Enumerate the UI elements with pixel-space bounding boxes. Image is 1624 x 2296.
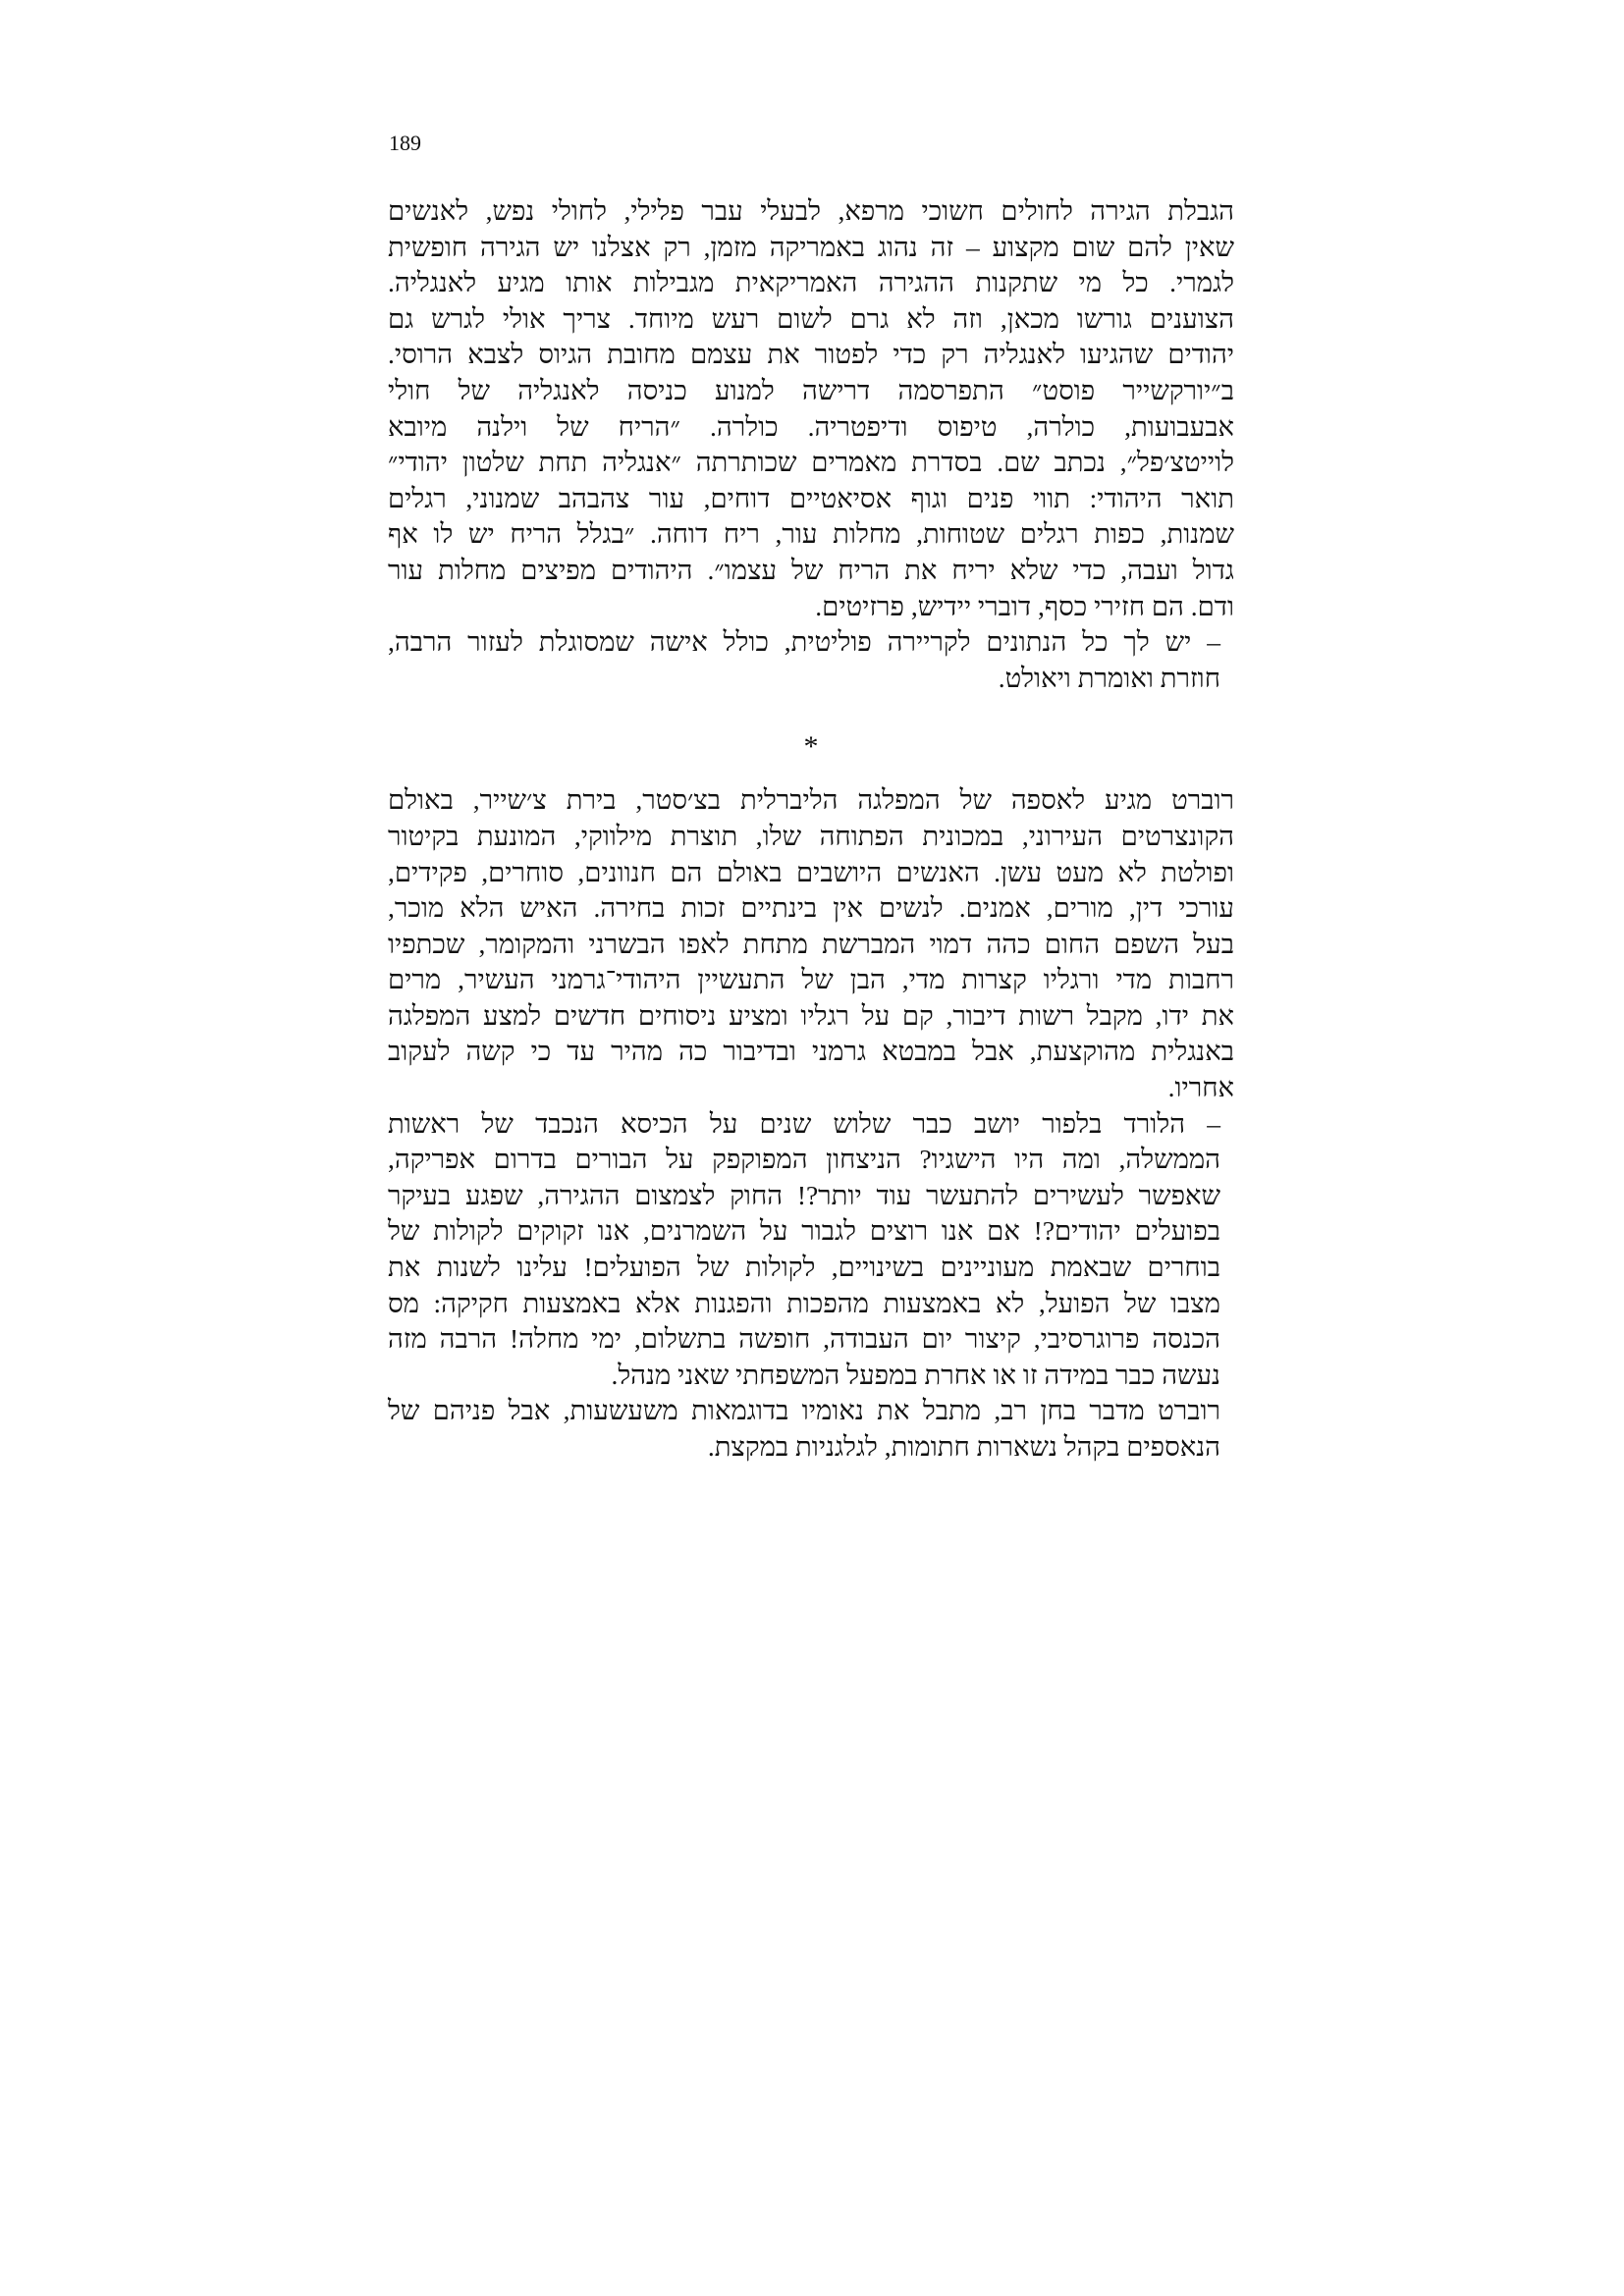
text-line: לגמרי. כל מי שתקנות ההגירה האמריקאית מגבילות אותו מגיע לאנגליה.: [388, 267, 1234, 298]
paragraph-1: [388, 193, 1234, 624]
text-line: חוזרת ואומרת ויאולט.: [998, 662, 1220, 693]
text-line: ופולטת לא מעט עשן. האנשים היושבים באולם הם חנוונים, סוחרים, פקידים,: [388, 856, 1234, 887]
text-line: תואר היהודי: תווי פנים וגוף אסיאטיים דוחים, עור צהבהב שמנוני, רגלים: [388, 482, 1234, 513]
text-line: מצבו של הפועל, לא באמצעות מהפכות והפגנות אלא באמצעות חקיקה: מס: [388, 1287, 1220, 1318]
text-line: נעשה כבר במידה זו או אחרת במפעל המשפחתי שאני מנהל.: [611, 1359, 1220, 1390]
text-line: אבעבועות, כולרה, טיפוס ודיפטריה. כולרה. ״הריח של וילנה מיובא: [388, 410, 1234, 442]
body-text: [388, 193, 1234, 1466]
text-line: רחבות מדי ורגליו קצרות מדי, הבן של התעשיין היהודי־גרמני העשיר, מרים: [388, 964, 1234, 995]
text-line: הנאספים בקהל נשארות חתומות, לגלגניות במקצת.: [707, 1431, 1220, 1462]
text-line: הצוענים גורשו מכאן, וזה לא גרם לשום רעש מיוחד. צריך אולי לגרש גם: [388, 302, 1234, 334]
text-line: אחריו.: [1167, 1072, 1234, 1103]
text-line: – הלורד בלפור יושב כבר שלוש שנים על הכיסא הנכבד של ראשות: [388, 1107, 1220, 1139]
text-line: שמנות, כפות רגלים שטוחות, מחלות עור, ריח דוחה. ״בגלל הריח יש לו אף: [388, 518, 1234, 550]
text-line: יהודים שהגיעו לאנגליה רק כדי לפטור את עצמם מחובת הגיוס לצבא הרוסי.: [388, 339, 1234, 370]
paragraph-2: [388, 624, 1234, 696]
paragraph-4: [388, 1106, 1234, 1394]
text-line: רוברט מגיע לאספה של המפלגה הליברלית בצ׳סטר, בירת צ׳שייר, באולם: [388, 784, 1234, 816]
section-separator: *: [803, 730, 819, 764]
paragraph-3: [388, 782, 1234, 1105]
page-number: 189: [389, 131, 421, 155]
text-line: הגבלת הגירה לחולים חשוכי מרפא, לבעלי עבר פלילי, לחולי נפש, לאנשים: [388, 195, 1234, 226]
text-line: לוייטצ׳פל״, נכתב שם. בסדרת מאמרים שכותרתה ״אנגליה תחת שלטון יהודי״: [388, 447, 1234, 478]
text-line: שאפשר לעשירים להתעשר עוד יותר?! החוק לצמצום ההגירה, שפגע בעיקר: [388, 1179, 1220, 1210]
text-line: בפועלים יהודים?! אם אנו רוצים לגבור על השמרנים, אנו זקוקים לקולות של: [388, 1215, 1220, 1247]
text-line: באנגלית מהוקצעת, אבל במבטא גרמני ובדיבור כה מהיר עד כי קשה לעקוב: [388, 1036, 1234, 1067]
text-line: הקונצרטים העירוני, במכונית הפתוחה שלו, תוצרת מילווקי, המונעת בקיטור: [388, 820, 1234, 851]
text-line: גדול ועבה, כדי שלא יריח את הריח של עצמו״. היהודים מפיצים מחלות עור: [388, 554, 1234, 585]
text-line: ב״יורקשייר פוסט״ התפרסמה דרישה למנוע כניסה לאנגליה של חולי: [388, 374, 1234, 405]
text-line: ודם. הם חזירי כסף, דוברי יידיש, פרזיטים.: [815, 590, 1234, 621]
text-line: רוברט מדבר בחן רב, מתבל את נאומיו בדוגמאות משעשעות, אבל פניהם של: [388, 1395, 1220, 1426]
text-line: הממשלה, ומה היו הישגיו? הניצחון המפוקפק על הבורים בדרום אפריקה,: [388, 1144, 1220, 1175]
text-line: עורכי דין, מורים, אמנים. לנשים אין בינתיים זכות בחירה. האיש הלא מוכר,: [388, 892, 1234, 924]
text-line: את ידו, מקבל רשות דיבור, קם על רגליו ומציע ניסוחים חדשים למצע המפלגה: [388, 999, 1234, 1031]
paragraph-5: [388, 1393, 1234, 1465]
text-line: שאין להם שום מקצוע – זה נהוג באמריקה מזמן, רק אצלנו יש הגירה חופשית: [388, 231, 1234, 262]
text-line: בעל השפם החום כהה דמוי המברשת מתחת לאפו הבשרני והמקומר, שכתפיו: [388, 928, 1234, 959]
text-line: הכנסה פרוגרסיבי, קיצור יום העבודה, חופשה בתשלום, ימי מחלה! הרבה מזה: [388, 1323, 1220, 1355]
text-line: בוחרים שבאמת מעוניינים בשינויים, לקולות של הפועלים! עלינו לשנות את: [388, 1252, 1220, 1283]
text-line: – יש לך כל הנתונים לקריירה פוליטית, כולל אישה שמסוגלת לעזור הרבה,: [388, 626, 1220, 658]
